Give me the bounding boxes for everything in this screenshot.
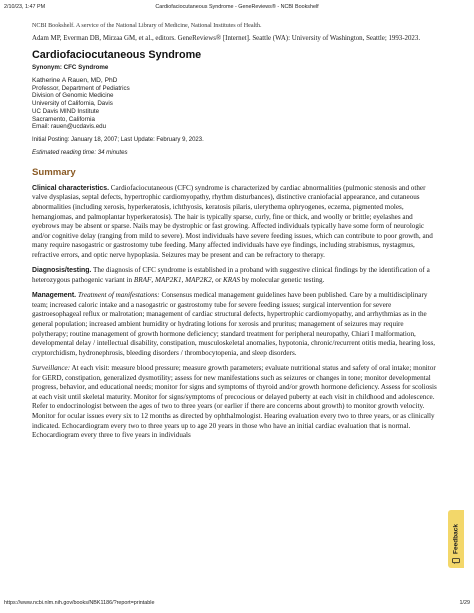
author-affiliation: Division of Genomic Medicine	[32, 92, 114, 100]
management-label: Management.	[32, 292, 77, 300]
chat-icon	[452, 558, 460, 564]
surveillance-text: At each visit: measure blood pressure; measure growth parameters; evaluate nutritional status and safety of oral intake; monitor for GERD, constipation, generalized dysmotility; assess for new manifestations such as seizures or changes in tone; monitor developmental progress, behavior, and educational needs; monitor for signs and symptoms of thyroid and/or growth hormone deficiency. Assess for scoliosis at each visit until skeletal maturity. Monitor for signs/symptoms of precocious or delayed puberty at each visit in childhood and adolescence. Refer to endocrinologist between the ages of two to three years (or earlier if there are concerns about growth) to monitor growth velocity. Monitor for ocular issues every six to 12 months as directed by ophthalmologist. Hearing evaluation every two to three years, or as clinically indicated. Echocardiogram every two to three years up to age 20 years in those who have an initial cardiac evaluation that is normal. Echocardiogram every three to five years in individuals	[32, 364, 437, 440]
bookshelf-notice: NCBI Bookshelf. A service of the National Library of Medicine, National Institutes of Health.	[32, 23, 262, 29]
surveillance-paragraph	[32, 364, 439, 440]
print-footer	[4, 600, 470, 610]
separator: , or	[211, 275, 223, 284]
author-name: Katherine A Rauen, MD, PhD	[32, 77, 118, 84]
management-text: Consensus medical management guidelines have been published. Care by a multidisciplinary team; increased caloric intake and a nasogastric or gastrostomy tube for severe feeding issues; surgical intervention for severe gastroesophageal reflux or malrotation; management of cardiac structural defects, hypertrophic cardiomyopathy, and arrhythmias as in the general population; increased ambient humidity or hydrating lotions for xerosis and pruritus; management of seizures may require polytherapy; routine management of growth hormone deficiency; standard treatment for peripheral neuropathy, Chiari I malformation, developmental delay / intellectual disability, constipation, musculoskeletal anomalies, hypotonia, chronic/recurrent otitis media, hearing loss, cryptorchidism, hydronephrosis, bleeding disorders / thrombocytopenia, and sleep disorders.	[32, 291, 436, 357]
management-paragraph	[32, 291, 439, 358]
author-email[interactable]: Email: rauen@ucdavis.edu	[32, 123, 107, 131]
clinical-text: Cardiofaciocutaneous (CFC) syndrome is characterized by cardiac abnormalities (pulmonic stenosis and other valve dysplasias, septal defects, hypertrophic cardiomyopathy, rhythm disturbances), distinctive craniofacial appearance, and cutaneous abnormalities (including xerosis, hyperkeratosis, ichthyosis, keratosis pilaris, ulerythema ophryogenes, eczema, pigmented moles, hemangiomas, and palmoplantar hyperkeratosis). The hair is typically sparse, curly, fine or thick, and woolly or brittle; eyelashes and eyebrows may be absent or sparse. Nails may be dystrophic or fast growing. Affected individuals typically have some form of neurologic and/or cognitive delay (ranging from mild to severe). Most individuals have severe feeding issues, which can contribute to poor growth, and many require nasogastric or gastrostomy tube feeding. Many affected individuals have eye findings, including strabismus, nystagmus, refractive errors, and optic nerve hypoplasia. Seizures may be present and can be refractory to therapy.	[32, 183, 433, 259]
print-url: https://www.ncbi.nlm.nih.gov/books/NBK1186/?report=printable	[4, 600, 155, 606]
page-title: Cardiofaciocutaneous Syndrome	[32, 49, 202, 61]
print-header	[4, 4, 470, 14]
reading-time: Estimated reading time: 34 minutes	[32, 148, 128, 156]
author-block	[32, 77, 439, 131]
print-page-title: Cardiofaciocutaneous Syndrome - GeneReviews® - NCBI Bookshelf	[155, 4, 319, 10]
document-page	[32, 22, 439, 447]
author-affiliation: UC Davis MIND Institute	[32, 107, 100, 115]
surveillance-label: Surveillance:	[32, 364, 71, 373]
clinical-label: Clinical characteristics.	[32, 184, 109, 192]
author-affiliation: Professor, Department of Pediatrics	[32, 84, 130, 92]
gene-name: MAP2K2	[185, 275, 212, 284]
author-affiliation: Sacramento, California	[32, 115, 95, 123]
posting-dates: Initial Posting: January 18, 2007; Last Update: February 9, 2023.	[32, 136, 204, 143]
gene-name: KRAS	[223, 275, 241, 284]
synonym: Synonym: CFC Syndrome	[32, 64, 109, 71]
separator: ,	[151, 275, 155, 284]
print-page-number: 1/29	[459, 600, 470, 606]
summary-heading: Summary	[32, 166, 76, 178]
diagnosis-paragraph	[32, 266, 439, 285]
feedback-label: Feedback	[452, 524, 460, 554]
citation: Adam MP, Everman DB, Mirzaa GM, et al., editors. GeneReviews® [Internet]. Seattle (WA): University of Washington, Seattle; 1993-2023.	[32, 35, 421, 42]
gene-name: BRAF	[133, 275, 152, 284]
clinical-characteristics-paragraph	[32, 184, 439, 260]
treatment-label: Treatment of manifestations:	[76, 291, 160, 300]
diagnosis-text: The diagnosis of CFC syndrome is established in a proband with suggestive clinical findings by the identification of a heterozygous pathogenic variant in	[32, 266, 430, 284]
print-datetime: 2/10/23, 1:47 PM	[4, 4, 46, 10]
feedback-button[interactable]	[448, 510, 464, 568]
diagnosis-text: by molecular genetic testing.	[240, 275, 325, 284]
diagnosis-label: Diagnosis/testing.	[32, 267, 92, 275]
separator: ,	[181, 275, 186, 284]
gene-name: MAP2K1	[154, 275, 182, 284]
author-affiliation: University of California, Davis	[32, 100, 113, 108]
